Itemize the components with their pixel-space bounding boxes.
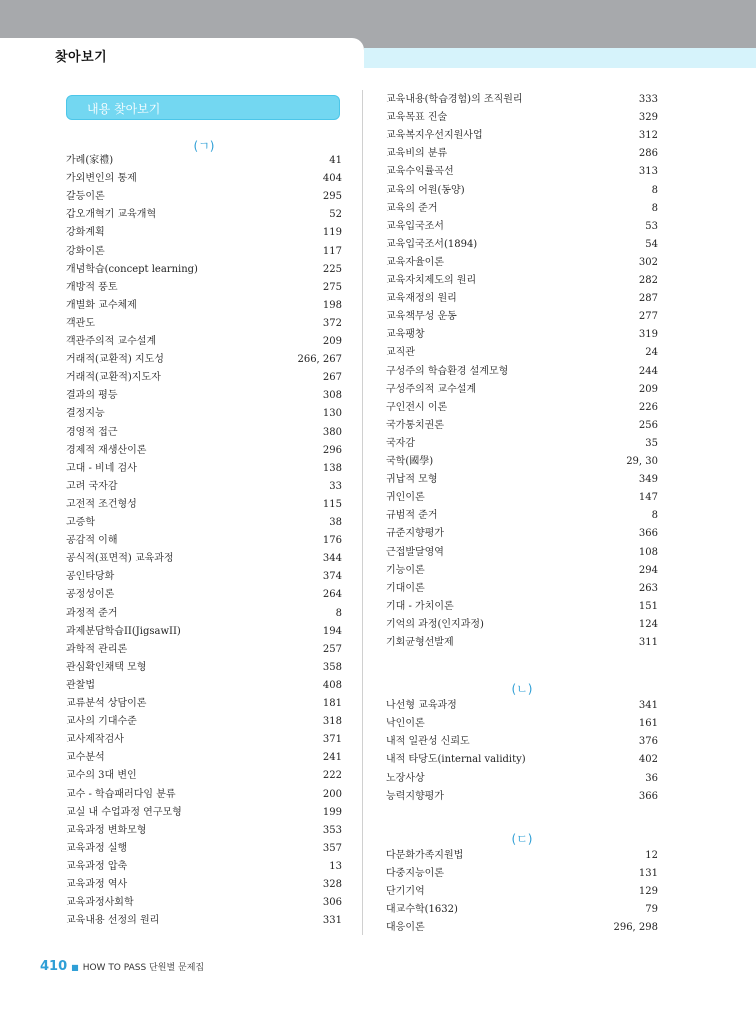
index-page-number: 199: [322, 806, 342, 818]
index-term: 다문화가족지원법: [386, 849, 464, 861]
index-entry: [386, 381, 658, 399]
index-term: 강화계획: [66, 227, 105, 239]
index-term: 교육비의 분류: [386, 148, 448, 160]
index-term: 관심확인채택 모형: [66, 661, 147, 673]
index-term: 귀인이론: [386, 492, 425, 504]
page-number: 410: [40, 959, 68, 974]
index-page-number: 366: [638, 528, 658, 540]
index-entry: [66, 876, 342, 894]
index-page-number: 24: [645, 347, 658, 359]
book-title: HOW TO PASS 단원별 문제집: [82, 963, 205, 973]
index-term: 능력지향평가: [386, 790, 444, 802]
index-term: 경제적 재생산이론: [66, 444, 147, 456]
index-entry: [66, 749, 342, 767]
index-entry: [66, 532, 342, 550]
index-page-number: 282: [638, 275, 658, 286]
index-page-number: 8: [335, 607, 342, 619]
index-term: 공정성이론: [66, 589, 115, 601]
section-label: 내용 찾아보기: [87, 102, 161, 116]
index-page-number: 117: [322, 245, 342, 257]
index-entry: [386, 788, 658, 806]
index-page-number: 296, 298: [613, 922, 658, 934]
index-page-number: 53: [645, 220, 658, 232]
index-entry: [66, 369, 342, 387]
index-term: 국가통치권론: [386, 419, 444, 431]
index-entry: [66, 786, 342, 804]
index-term: 귀납적 모형: [386, 474, 438, 486]
index-term: 국자감: [386, 437, 415, 449]
index-page-number: 372: [322, 317, 342, 329]
index-term: 낙인이론: [386, 718, 425, 730]
index-entry: [66, 405, 342, 423]
index-entry: [386, 489, 658, 507]
index-page-number: 256: [638, 419, 658, 431]
index-page-number: 404: [322, 173, 342, 185]
index-entry: [66, 840, 342, 858]
index-term: 교육자율이론: [386, 256, 444, 268]
index-term: 규준지향평가: [386, 528, 444, 540]
index-entry: [66, 623, 342, 641]
index-page-number: 319: [638, 329, 658, 341]
index-page-number: 36: [645, 772, 658, 784]
index-page-number: 115: [322, 498, 342, 510]
header-accent-strip: [364, 48, 756, 68]
index-term: 고대 - 비네 검사: [66, 462, 137, 474]
index-page-number: 41: [329, 155, 342, 166]
index-term: 내적 타당도(internal validity): [386, 754, 526, 766]
index-entry: [66, 387, 342, 405]
index-term: 과학적 관리론: [66, 643, 128, 655]
index-page-number: 263: [638, 582, 658, 594]
index-entry: [66, 550, 342, 568]
index-page-number: 349: [638, 474, 658, 486]
index-term: 교육과정 역사: [66, 879, 128, 890]
page-footer: [40, 955, 204, 974]
index-page-number: 277: [638, 311, 658, 323]
index-entry: [66, 496, 342, 514]
index-entry: [386, 562, 658, 580]
index-entry: [66, 224, 342, 242]
index-term: 구성주의적 교수설계: [386, 383, 477, 395]
index-term: 교육입국조서(1894): [386, 238, 478, 250]
index-entry: [66, 243, 342, 261]
index-term: 가외변인의 통제: [66, 173, 137, 185]
index-entry: [386, 697, 658, 715]
index-entry: [66, 912, 342, 930]
index-entry: [66, 586, 342, 604]
index-term: 과제분담학습II(JigsawII): [66, 625, 181, 637]
index-term: 교육입국조서: [386, 220, 444, 232]
index-page-number: 408: [322, 679, 342, 691]
index-entry: [66, 767, 342, 785]
index-term: 교육과정 실행: [66, 842, 128, 854]
page-title: 찾아보기: [55, 50, 108, 65]
index-page-number: 52: [329, 209, 342, 221]
index-page-number: 313: [638, 166, 658, 178]
index-page-number: 295: [322, 191, 342, 203]
footer-separator-icon: ■: [71, 963, 79, 972]
column-divider: [362, 90, 363, 935]
index-term: 교육복지우선지원사업: [386, 130, 483, 142]
index-entry: [66, 279, 342, 297]
index-entry: [66, 677, 342, 695]
index-page-number: 8: [651, 202, 658, 214]
index-entry: [66, 152, 342, 170]
index-page-number: 12: [645, 849, 658, 861]
index-term: 개방적 풍토: [66, 281, 118, 293]
index-page-number: 331: [322, 915, 342, 927]
index-term: 교육의 어원(동양): [386, 184, 465, 196]
index-term: 교직관: [386, 347, 415, 359]
index-page-number: 8: [651, 184, 658, 196]
index-term: 고증학: [66, 517, 95, 528]
index-entry: [66, 478, 342, 496]
index-page-number: 306: [322, 897, 342, 909]
index-term: 교육내용(학습경험)의 조직원리: [386, 94, 523, 105]
index-page-number: 366: [638, 790, 658, 802]
index-entry: [386, 901, 658, 919]
index-page-number: 296: [322, 444, 342, 456]
index-page-number: 266, 267: [297, 354, 342, 366]
index-page-number: 312: [638, 130, 658, 142]
index-term: 고려 국자감: [66, 480, 118, 492]
index-entry: [386, 883, 658, 901]
index-page-number: 176: [322, 535, 342, 547]
section-heading-nieun: (ㄴ): [511, 682, 533, 697]
index-page-number: 108: [638, 546, 658, 558]
index-term: 구인전시 이론: [386, 401, 448, 413]
index-page-number: 402: [638, 754, 658, 766]
index-page-number: 344: [322, 553, 342, 565]
index-entry: [386, 290, 658, 308]
index-entry: [66, 695, 342, 713]
index-page-number: 8: [651, 510, 658, 522]
index-term: 규범적 준거: [386, 510, 438, 522]
index-entry: [386, 616, 658, 634]
index-page-number: 198: [322, 299, 342, 311]
index-page-number: 302: [638, 256, 658, 268]
index-entry: [386, 308, 658, 326]
index-entry: [386, 236, 658, 254]
index-page-number: 225: [322, 263, 342, 275]
index-page-number: 209: [322, 336, 342, 347]
index-entry: [386, 580, 658, 598]
index-term: 기대 - 가치이론: [386, 600, 454, 612]
index-term: 교육목표 진술: [386, 112, 448, 124]
section-heading-digeut: (ㄷ): [511, 831, 533, 846]
index-term: 교사제작검사: [66, 734, 124, 746]
index-term: 갑오개혁기 교육개혁: [66, 209, 157, 221]
index-term: 단기기억: [386, 885, 425, 897]
index-entry: [66, 659, 342, 677]
index-term: 대응이론: [386, 922, 425, 934]
index-term: 개별화 교수체제: [66, 299, 137, 311]
index-entry: [386, 715, 658, 733]
index-entry: [386, 751, 658, 769]
index-term: 교육의 준거: [386, 202, 438, 214]
index-page-number: 130: [322, 408, 342, 420]
index-page-number: 244: [638, 365, 658, 377]
index-entry: [386, 344, 658, 362]
index-entry: [66, 568, 342, 586]
index-page-number: 341: [638, 700, 658, 712]
index-entry: [386, 865, 658, 883]
index-entry: [66, 804, 342, 822]
index-page-number: 311: [638, 637, 658, 648]
index-page-number: 333: [638, 94, 658, 105]
index-page-number: 147: [638, 492, 658, 504]
index-entry: [66, 514, 342, 532]
index-term: 경영적 접근: [66, 426, 118, 438]
index-term: 객관주의적 교수설계: [66, 336, 157, 347]
index-entry: [66, 641, 342, 659]
index-entry: [66, 822, 342, 840]
index-term: 공식적(표면적) 교육과정: [66, 553, 174, 565]
section-heading-giyeok: (ㄱ): [193, 139, 215, 153]
index-entry: [66, 713, 342, 731]
index-entry: [386, 91, 658, 109]
index-page-number: 38: [329, 517, 342, 528]
index-page-number: 151: [638, 600, 658, 612]
index-term: 다중지능이론: [386, 867, 444, 879]
index-term: 교육팽창: [386, 329, 425, 341]
index-term: 공인타당화: [66, 571, 115, 583]
index-page-number: 194: [322, 625, 342, 637]
index-entry: [386, 145, 658, 163]
index-entry: [66, 442, 342, 460]
index-entry: [66, 297, 342, 315]
index-term: 교육내용 선정의 원리: [66, 915, 160, 927]
index-page-number: 371: [322, 734, 342, 746]
index-page-number: 222: [322, 770, 342, 782]
index-term: 교육수익률곡선: [386, 166, 454, 178]
index-page-number: 129: [638, 885, 658, 897]
index-term: 구성주의 학습환경 설계모형: [386, 365, 509, 377]
index-entry: [386, 770, 658, 788]
index-entry: [386, 544, 658, 562]
index-term: 국학(國學): [386, 456, 434, 467]
index-page-number: 329: [638, 112, 658, 124]
index-page-number: 181: [322, 698, 342, 709]
index-entry: [386, 598, 658, 616]
index-term: 기능이론: [386, 564, 425, 576]
index-page-number: 287: [638, 293, 658, 305]
index-entry: [386, 733, 658, 751]
index-page-number: 374: [322, 571, 342, 583]
index-page-number: 241: [322, 752, 342, 764]
index-term: 개념학습(concept learning): [66, 263, 198, 275]
index-entry: [386, 634, 658, 652]
index-entry: [386, 218, 658, 236]
index-entry: [66, 858, 342, 876]
index-page-number: 328: [322, 879, 342, 890]
index-term: 공감적 이해: [66, 535, 118, 547]
index-term: 관찰법: [66, 679, 95, 691]
index-page-number: 353: [322, 824, 342, 836]
index-page-number: 209: [638, 383, 658, 395]
index-page-number: 286: [638, 148, 658, 160]
index-page-number: 357: [322, 842, 342, 854]
index-page-number: 358: [322, 661, 342, 673]
index-term: 대교수학(1632): [386, 904, 458, 915]
index-entry: [386, 919, 658, 937]
index-entry: [66, 206, 342, 224]
index-term: 교수분석: [66, 752, 105, 764]
index-term: 가례(家禮): [66, 155, 114, 166]
index-term: 객관도: [66, 317, 95, 329]
index-term: 기대이론: [386, 582, 425, 594]
index-term: 나선형 교육과정: [386, 700, 457, 712]
index-page-number: 318: [322, 716, 342, 728]
index-page-number: 257: [322, 643, 342, 655]
index-page-number: 131: [638, 867, 658, 879]
index-page-number: 226: [638, 401, 658, 413]
index-entry: [66, 894, 342, 912]
index-entry: [66, 424, 342, 442]
index-term: 노장사상: [386, 772, 425, 784]
index-page-number: 200: [322, 788, 342, 800]
index-page-number: 13: [329, 860, 342, 872]
index-term: 교수 - 학습패러다임 분류: [66, 788, 176, 800]
index-entry: [66, 315, 342, 333]
index-term: 갈등이론: [66, 191, 105, 203]
index-page-number: 264: [322, 589, 342, 601]
index-page-number: 275: [322, 281, 342, 293]
index-entry: [386, 399, 658, 417]
index-term: 거래적(교환적) 지도성: [66, 354, 164, 366]
index-page-number: 79: [645, 904, 658, 915]
index-term: 과정적 준거: [66, 607, 118, 619]
index-entry: [386, 525, 658, 543]
index-term: 교육책무성 운동: [386, 311, 457, 323]
index-term: 교육과정 변화모형: [66, 824, 147, 836]
index-entry: [386, 847, 658, 865]
index-page-number: 308: [322, 390, 342, 402]
index-term: 교육자치제도의 원리: [386, 275, 477, 286]
index-entry: [386, 453, 658, 471]
index-page-number: 124: [638, 618, 658, 630]
index-page-number: 119: [322, 227, 342, 239]
index-term: 교실 내 수업과정 연구모형: [66, 806, 182, 818]
index-term: 결과의 평등: [66, 390, 118, 402]
section-label-badge: [66, 95, 340, 120]
index-term: 거래적(교환적)지도자: [66, 372, 161, 384]
index-page-number: 54: [645, 238, 658, 250]
index-term: 근접발달영역: [386, 546, 444, 558]
index-term: 교류분석 상담이론: [66, 698, 147, 709]
index-term: 교육재정의 원리: [386, 293, 457, 305]
index-term: 교육과정사회학: [66, 897, 134, 909]
index-entry: [66, 188, 342, 206]
index-page-number: 380: [322, 426, 342, 438]
index-page-number: 267: [322, 372, 342, 384]
index-entry: [386, 182, 658, 200]
index-term: 교수의 3대 변인: [66, 770, 137, 782]
index-entry: [386, 363, 658, 381]
index-term: 강화이론: [66, 245, 105, 257]
index-entry: [386, 471, 658, 489]
index-page-number: 376: [638, 736, 658, 748]
index-page-number: 161: [638, 718, 658, 730]
index-entry: [386, 272, 658, 290]
index-entry: [66, 261, 342, 279]
index-entry: [386, 326, 658, 344]
index-entry: [66, 333, 342, 351]
index-entry: [66, 170, 342, 188]
index-entry: [386, 435, 658, 453]
index-page-number: 294: [638, 564, 658, 576]
index-entry: [386, 163, 658, 181]
index-term: 결정지능: [66, 408, 105, 420]
index-page-number: 138: [322, 462, 342, 474]
index-term: 내적 일관성 신뢰도: [386, 736, 470, 748]
index-term: 기억의 과정(인지과정): [386, 618, 484, 630]
index-page-number: 29, 30: [626, 456, 658, 467]
index-entry: [386, 109, 658, 127]
index-page-number: 33: [329, 480, 342, 492]
index-entry: [386, 200, 658, 218]
index-page-number: 35: [645, 437, 658, 449]
index-term: 기회균형선발제: [386, 637, 454, 648]
index-entry: [386, 127, 658, 145]
index-entry: [386, 417, 658, 435]
index-term: 교사의 기대수준: [66, 716, 137, 728]
index-entry: [66, 731, 342, 749]
index-term: 고전적 조건형성: [66, 498, 137, 510]
index-term: 교육과정 압축: [66, 860, 128, 872]
index-entry: [386, 254, 658, 272]
index-entry: [386, 507, 658, 525]
index-entry: [66, 605, 342, 623]
index-entry: [66, 351, 342, 369]
index-entry: [66, 460, 342, 478]
